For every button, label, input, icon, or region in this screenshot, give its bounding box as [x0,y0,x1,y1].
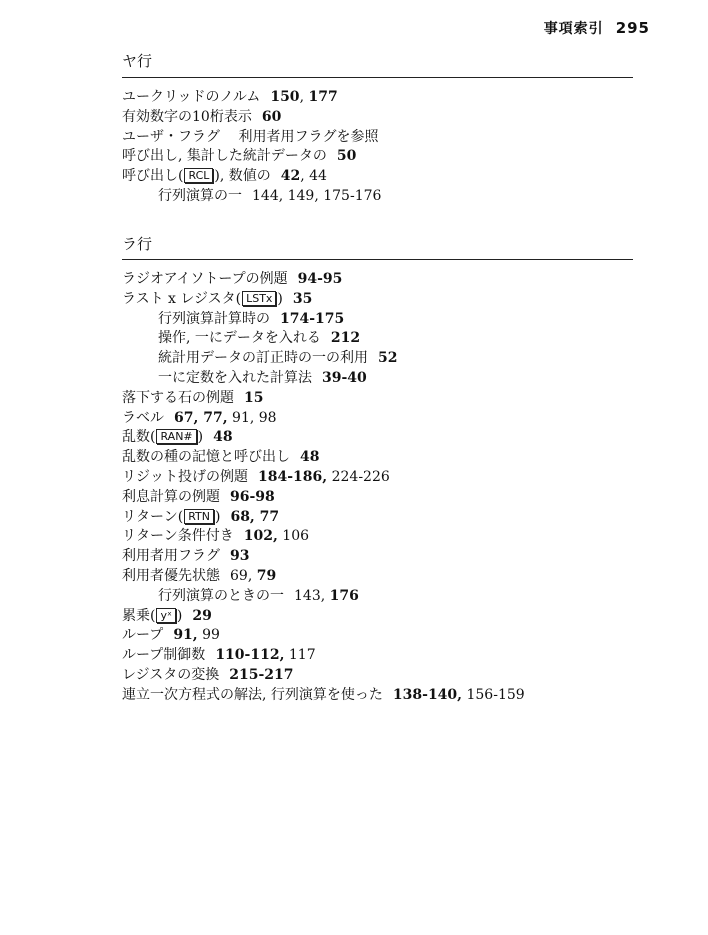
index-entry [122,567,642,587]
page-references [230,509,279,525]
page-references [174,410,277,426]
page-references [258,469,390,485]
index-term: 累乗( [122,607,156,624]
index-term: 一に定数を入れた計算法 [158,369,312,386]
page-reference: 106 [277,528,310,545]
index-term: 操作, 一にデータを入れる [158,330,321,347]
index-term: ループ [122,627,164,644]
index-term: 乱数( [122,429,156,446]
index-term: 利用者用フラグ [122,548,220,565]
index-entry [122,666,642,686]
page-reference: 93 [230,548,250,565]
index-subentry [122,349,642,369]
index-entry [122,409,642,429]
page-reference: 176 [329,587,359,604]
page-reference: 48 [300,449,320,466]
index-term: 行列演算計算時の [158,310,270,327]
index-entry [122,147,642,167]
page-reference: 143, [294,587,330,604]
index-term: ラジオアイソトープの例題 [122,271,288,287]
page-references [331,330,360,346]
page-references [173,627,220,643]
page-header [544,18,650,38]
index-term: ), 数値の [214,168,271,185]
header-title: 事項索引 [543,21,604,37]
index-entry [122,389,642,409]
page-references [270,89,337,105]
page-reference: , [299,89,309,105]
page-references [192,608,211,624]
page-reference: 67, 77, [174,409,228,426]
page-reference: 215-217 [229,666,294,683]
index-term: ) [214,508,221,525]
section-rule [122,77,633,78]
page-references [337,148,356,164]
index-entry [122,108,642,128]
index-term: ユーザ・フラグ 利用者用フラグを参照 [122,128,379,145]
page-reference: 69, [230,567,257,584]
page-references [322,370,367,386]
page-references [230,568,276,584]
index-entry [122,646,642,666]
page-reference: 35 [292,290,313,307]
page-number: 295 [615,19,650,37]
index-term: 利用者優先状態 [122,567,220,584]
page-reference: 91, [173,627,198,644]
calculator-key-icon: LSTx [242,291,276,306]
page-reference: 29 [192,607,212,624]
section-title-ra: ラ行 [122,235,153,253]
page-references [294,588,359,604]
index-entry [122,508,642,528]
page-reference: 50 [336,148,357,165]
index-term: ループ制御数 [122,647,206,664]
page-references [298,271,343,287]
index-term: 統計用データの訂正時の一の利用 [158,350,368,367]
index-subentry [122,329,642,349]
index-term: リジット投げの例題 [122,468,248,485]
index-term: ラスト x レジスタ( [122,290,242,307]
page-reference: 110-112, [215,647,285,664]
section-title-ya: ヤ行 [122,52,153,70]
page-reference: 99 [197,627,220,644]
index-subentry [122,587,642,607]
page-reference: 174-175 [280,310,345,327]
index-entry [122,468,642,488]
page-reference: 156-159 [462,686,525,703]
page-references [293,291,312,307]
index-term: 行列演算の一 [158,187,242,204]
page-references [230,548,249,564]
index-term: リターン条件付き [122,528,234,545]
calculator-key-icon: yˣ [156,608,175,623]
page-reference: 96-98 [230,488,275,505]
page-reference: 117 [284,647,316,664]
calculator-key-icon: RAN# [156,429,196,444]
calculator-key-icon: RCL [184,168,213,183]
index-term: 落下する石の例題 [122,389,234,406]
page-reference: 91, 98 [227,409,277,426]
page-reference: 144, 149, 175-176 [252,187,382,204]
page-references [262,109,281,125]
index-entry [122,290,642,310]
index-entry [122,167,642,187]
index-term: 行列演算のときの一 [158,587,284,604]
index-entry [122,428,642,448]
page-reference: 184-186, [258,468,328,485]
index-term: ) [197,429,204,446]
index-entry [122,527,642,547]
index-term: 呼び出し, 集計した統計データの [122,148,327,165]
page-reference: , 44 [300,168,327,185]
page-reference: 39-40 [322,369,367,386]
index-term: レジスタの変換 [122,666,220,683]
index-term: 呼び出し( [122,168,184,185]
index-entry [122,270,642,290]
page-references [281,168,327,184]
index-subentry [122,310,642,330]
index-entry [122,448,642,468]
page-references [213,429,232,445]
page-reference: 60 [261,108,282,125]
page-reference: 138-140, [392,686,463,703]
index-term: ユークリッドのノルム [122,89,261,105]
index-subentry [122,187,642,207]
index-term: ) [277,290,283,307]
page-reference: 52 [378,350,398,367]
section-rule [122,259,633,260]
index-term: リターン( [122,508,184,525]
page-references [280,311,344,327]
page-references [244,528,309,544]
index-entry [122,626,642,646]
page-reference: 150 [270,89,300,105]
index-term: 連立一次方程式の解法, 行列演算を使った [122,686,383,703]
page-reference: 102, [243,528,278,545]
page-references [300,449,319,465]
index-entry [122,128,642,148]
page-reference: 42 [280,168,301,185]
page-references [215,647,315,663]
index-entry [122,88,642,108]
page-references [252,188,381,204]
calculator-key-icon: RTN [184,509,214,524]
page-reference: 15 [244,389,264,406]
index-entry [122,547,642,567]
index-entry [122,488,642,508]
section-entries-ra [122,270,642,706]
page-references [244,390,263,406]
page-reference: 68, 77 [230,508,280,525]
page-reference: 94-95 [297,271,343,287]
page-reference: 224-226 [327,468,390,485]
index-term: 乱数の種の記憶と呼び出し [122,449,290,466]
index-entry [122,686,642,706]
index-subentry [122,369,642,389]
page-reference: 48 [213,429,233,446]
index-entry [122,607,642,627]
page-references [229,667,293,683]
page-references [393,687,525,703]
page-references [378,350,397,366]
page-references [230,489,275,505]
page-reference: 212 [330,330,361,347]
page-reference: 177 [308,89,338,105]
index-term: ラベル [122,409,164,426]
index-term: 利息計算の例題 [122,488,220,505]
section-entries-ya [122,88,642,207]
index-term: ) [176,607,183,624]
index-term: 有効数字の10桁表示 [122,108,252,125]
page-reference: 79 [256,567,277,584]
